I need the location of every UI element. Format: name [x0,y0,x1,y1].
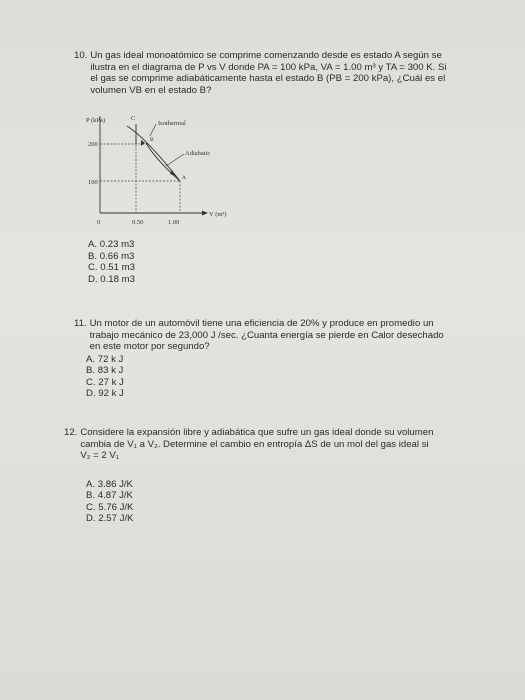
state-label-c: C [131,115,136,122]
answer-option-a[interactable]: A. 3.86 J/K [86,478,133,490]
question-number: 11. [74,318,87,329]
y-axis-label: P (kPa) [86,117,106,124]
x-tick-label: 0 [97,219,101,226]
question-10-stem [74,50,494,96]
question-text-line: trabajo mecánico de 23,000 J /sec. ¿Cuanta energía se pierde en Calor desechado [89,329,444,341]
x-axis-label: V (m³) [209,211,227,218]
adiabatic-label: Adiabatic [185,150,211,157]
isothermal-pointer [150,124,156,136]
y-tick-label: 200 [88,141,98,148]
question-number: 10. [74,50,88,61]
question-12-stem [64,427,494,462]
answer-option-c[interactable]: C. 0.51 m3 [88,262,135,273]
x-axis-arrow-icon [202,211,208,216]
question-text-line: el gas se comprime adiabáticamente hasta el estado B (PB = 200 kPa), ¿Cuál es el [90,73,446,84]
answer-option-c[interactable]: C. 5.76 J/K [86,501,134,513]
question-text-line: Un motor de un automóvil tiene una eficiencia de 20% y produce en promedio un [89,318,434,329]
question-text-line: cambia de V₁ a V₂. Determine el cambio en entropía ΔS de un mol del gas ideal si [80,438,429,450]
question-text-line: V₂ = 2 V₁ [80,450,120,461]
y-tick-label: 100 [88,179,98,186]
answer-option-a[interactable]: A. 0.23 m3 [88,239,135,250]
answer-option-b[interactable]: B. 0.66 m3 [88,250,135,262]
answer-options [86,479,494,525]
question-12 [64,427,494,525]
question-text-line: en este motor por segundo? [89,341,210,352]
answer-option-d[interactable]: D. 0.18 m3 [88,273,135,285]
answer-option-b[interactable]: B. 4.87 J/K [86,490,133,501]
x-tick-label: 0.50 [132,219,144,226]
pv-diagram [84,110,234,230]
answer-option-d[interactable]: D. 2.57 J/K [86,513,134,524]
answer-option-b[interactable]: B. 83 k J [86,365,124,376]
question-text-line: volumen VB en el estado B? [90,84,212,96]
answer-option-d[interactable]: D. 92 k J [86,388,124,399]
state-label-b: B [150,137,154,143]
question-11-stem [74,318,494,353]
question-text-line: ilustra en el diagrama de P vs V donde PA = 100 kPa, VA = 1.00 m³ y TA = 300 K. Si [90,61,447,73]
answer-options [86,354,494,400]
question-text-line: Un gas ideal monoatómico se comprime comenzando desde es estado A según se [90,50,442,61]
isothermal-label: Isothermal [158,120,186,127]
answer-option-a[interactable]: A. 72 k J [86,353,124,365]
state-label-a: A [182,175,186,181]
adiabatic-pointer [166,154,184,166]
answer-option-c[interactable]: C. 27 k J [86,376,124,388]
question-text-line: Considere la expansión libre y adiabática que sufre un gas ideal donde su volumen [80,427,434,438]
question-11 [74,318,494,400]
x-tick-label: 1.00 [168,219,180,226]
answer-options [88,239,135,285]
question-number: 12. [64,427,78,438]
